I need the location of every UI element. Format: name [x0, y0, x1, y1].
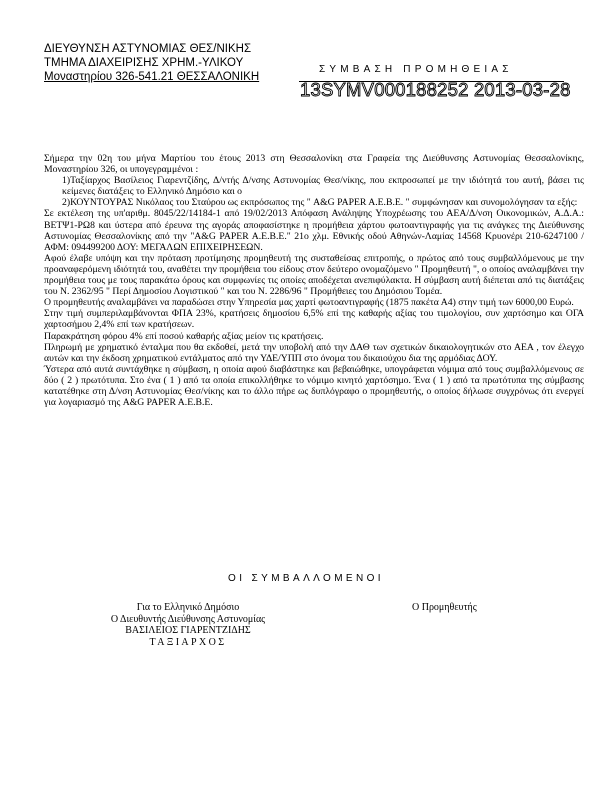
signatures-heading: ΟΙ ΣΥΜΒΑΛΛΟΜΕΝΟΙ: [228, 573, 384, 584]
paragraph-party-2: 2)ΚΟΥΝΤΟΥΡΑΣ Νικόλαος του Σταύρου ως εκπρόσωπος της " A&G PAPER A.E.B.E. " συμφώνησαν και συνομολόγησαν τα εξής:: [62, 197, 578, 209]
contract-title: ΣΥΜΒΑΣΗ ΠΡΟΜΗΘΕΙΑΣ: [319, 64, 513, 75]
signature-director-name: ΒΑΣΙΛΕΙΟΣ ΓΙΑΡΕΝΤΖΙΔΗΣ: [125, 625, 251, 637]
signature-block-state: [78, 602, 298, 648]
signature-for-state: Για το Ελληνικό Δημόσιο: [136, 602, 240, 613]
contract-body: [44, 153, 584, 408]
signature-block-supplier: Ο Προμηθευτής: [412, 602, 477, 613]
paragraph-payment: Πληρωμή με χρηματικό ένταλμα που θα εκδοθεί, μετά την υποβολή από την ΔΑΘ των σχετικών δικαιολογητικών στο ΑΕΑ , τον έλεγχο αυτών και την έκδοση χρηματικού εντάλματος από την ΥΔΕ/ΥΠΠ στο όνομα του δικαιούχου δια της αρμόδιας ΔΟΥ.: [44, 341, 584, 364]
signature-director-rank: ΤΑΞΙΑΡΧΟΣ: [149, 636, 227, 648]
paragraph-intro: Σήμερα την 02η του μήνα Μαρτίου του έτους 2013 στη Θεσσαλονίκη στα Γραφεία της Διεύθυνσης Αστυνομίας Θεσσαλονίκης, Μοναστηρίου 326, οι υπογεγραμμένοι :: [44, 153, 584, 176]
signature-director-title: Ο Διευθυντής Διεύθυνσης Αστυνομίας: [110, 613, 266, 625]
paragraph-delivery: Ο προμηθευτής αναλαμβάνει να παραδώσει στην Υπηρεσία μας χαρτί φωτοαντιγραφής (1875 πακέτα Α4) στην τιμή των 6000,00 Ευρώ.: [44, 297, 574, 309]
paragraph-closing: Ύστερα από αυτά συντάχθηκε η σύμβαση, η οποία αφού διαβάστηκε και βεβαιώθηκε, υπογράφεται νόμιμα από τους συμβαλλόμενους σε δύο ( 2 ) πρωτότυπα. Στο ένα ( 1 ) από τα οποία επικολλήθηκε το νόμιμο κινητό χαρτόσημο. Ένα ( 1 ) από τα πρωτότυπα της σύμβασης κατατέθηκε στη Δ/νση Αστυνομίας Θεσ/νίκης και το άλλο πήρε ως δυπλόγραφο ο προμηθευτής, ο οποίος δήλωσε συγχρόνως ότι ενεργεί για λογαριασμό της A&G PAPER A.E.B.E.: [44, 363, 584, 409]
paragraph-party-1: 1)Ταξίαρχος Βασίλειος Γιαρεντζίδης, Δ/ντής Δ/νσης Αστυνομίας Θεσ/νίκης, που εκπροσωπεί με την ιδιότητά του αυτή, βάσει τις κείμενες διατάξεις το Ελληνικό Δημόσιο και ο: [62, 175, 584, 198]
header-address: Μοναστηρίου 326-541.21 ΘΕΣΣΑΛΟΝΙΚΗ: [44, 71, 260, 83]
header-department: ΤΜΗΜΑ ΔΙΑΧΕΙΡΙΣΗΣ ΧΡΗΜ.-ΥΛΙΚΟΥ: [44, 57, 244, 69]
header-directorate: ΔΙΕΥΘΥΝΣΗ ΑΣΤΥΝΟΜΙΑΣ ΘΕΣ/ΝΙΚΗΣ: [44, 43, 252, 55]
paragraph-tax: Παρακράτηση φόρου 4% επί ποσού καθαρής αξίας μείον τις κρατήσεις.: [44, 330, 324, 342]
paragraph-decision: Σε εκτέλεση της υπ'αριθμ. 8045/22/14184-1 από 19/02/2013 Απόφαση Ανάληψης Υποχρέωσης του ΑΕΑ/Δ/νση Οικονομικών, Α.Δ.Α.: ΒΕΤΨ1-ΡΩ8 και ύστερα από έρευνα της αγοράς αποφασίστηκε η προμήθεια χάρτου φωτοαντιγραφής για τις ανάγκες της Διεύθυνσης Αστυνομίας Θεσσαλονίκης από την "A&G PAPER A.E.B.E." 21ο χλμ. Εθνικής οδού Αθηνών-Λαμίας 14568 Κρυονέρι 210-6247100 / ΑΦΜ: 094499200 ΔΟΥ: ΜΕΓΑΛΩΝ ΕΠΙΧΕΙΡΗΣΕΩΝ.: [44, 208, 584, 253]
document-stamp: 13SYMV000188252 2013-03-28: [300, 79, 571, 100]
paragraph-assignment: Αφού έλαβε υπόψη και την πρόταση προτίμησης προμηθευτή της συσταθείσας επιτροπής, ο πρώτος από τους συμβαλλόμενους με την προαναφερόμενη ιδιότητά του, αναθέτει την προμήθεια του είδους στον δεύτερο ονομαζόμενο " Προμηθευτή ", ο οποίος αναλαμβάνει την προμήθεια τους με τους παρακάτω όρους και συμφωνίες τις οποίες αποδέχεται ανεπιφύλακτα. Η σύμβαση αυτή διέπεται από τις διατάξεις του Ν. 2362/95 " Περί Δημοσίου Λογιστικού " και του Ν. 2286/96 " Προμήθειες του Δημόσιου Τομέα.: [44, 252, 584, 298]
paragraph-price: Στην τιμή συμπεριλαμβάνονται ΦΠΑ 23%, κρατήσεις δημοσίου 6,5% επί της καθαρής αξίας του τιμολογίου, συν χαρτόσημο και ΟΓΑ χαρτοσήμου 2,4% επί των κρατήσεων.: [44, 308, 584, 331]
